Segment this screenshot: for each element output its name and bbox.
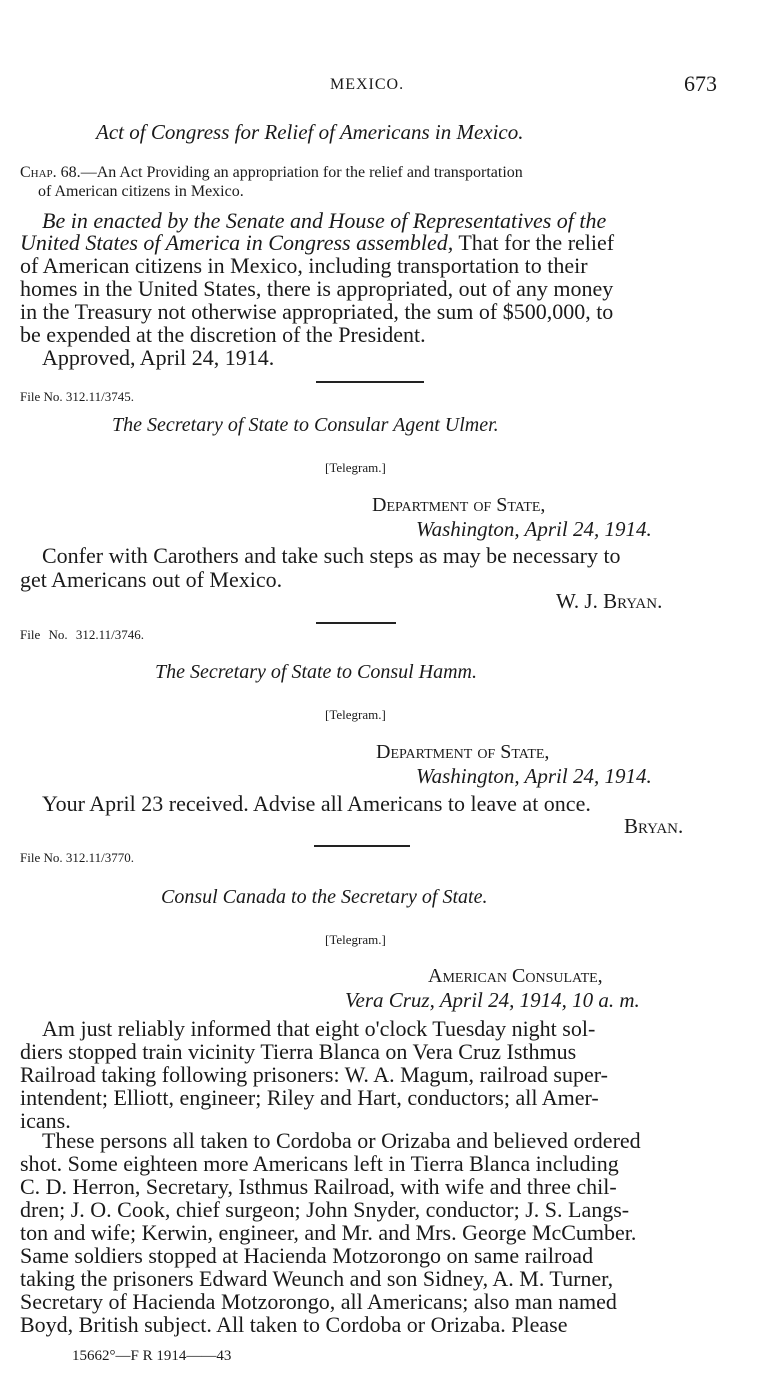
act-title: Act of Congress for Relief of Americans in Mexico. — [96, 120, 524, 144]
telegram-body-line: shot. Some eighteen more Americans left in Tierra Blanca including — [20, 1151, 619, 1176]
telegram-label: [Telegram.] — [325, 707, 386, 722]
document-heading: The Secretary of State to Consul Hamm. — [155, 661, 478, 683]
telegram-body-line: Confer with Carothers and take such steps as may be necessary to — [42, 543, 621, 568]
place-date: Washington, April 24, 1914. — [416, 764, 652, 788]
telegram-body-line: Railroad taking following prisoners: W. A. Magum, railroad super- — [20, 1062, 608, 1087]
act-body-line: homes in the United States, there is appropriated, out of any money — [20, 276, 614, 301]
document-heading: Consul Canada to the Secretary of State. — [161, 886, 488, 908]
signature: Bryan. — [624, 814, 684, 838]
enacting-clause-1: Be in enacted by the Senate and House of Representatives of the — [42, 208, 607, 233]
telegram-body-line: These persons all taken to Cordoba or Orizaba and believed ordered — [42, 1128, 641, 1153]
place-date: Washington, April 24, 1914. — [416, 517, 652, 541]
chapter-line — [20, 164, 523, 182]
enacting-clause-italic: United States of America in Congress assembled, — [20, 230, 454, 255]
telegram-body-line: Boyd, British subject. All taken to Cordoba or Orizaba. Please — [20, 1312, 568, 1337]
act-body-line: be expended at the discretion of the President. — [20, 322, 426, 347]
place-date: Vera Cruz, April 24, 1914, 10 a. m. — [345, 988, 640, 1012]
telegram-body-line: dren; J. O. Cook, chief surgeon; John Snyder, conductor; J. S. Langs- — [20, 1197, 630, 1222]
telegram-body-line: Your April 23 received. Advise all Americans to leave at once. — [42, 791, 591, 816]
divider-rule — [316, 381, 424, 383]
sender-department: Department of State, — [372, 494, 546, 516]
running-title: MEXICO. — [330, 76, 405, 93]
telegram-label: [Telegram.] — [325, 460, 386, 475]
chapter-text: —An Act Providing an appropriation for the relief and transportation — [80, 164, 523, 181]
document-heading: The Secretary of State to Consular Agent Ulmer. — [112, 414, 499, 436]
page-number: 673 — [684, 71, 717, 96]
telegram-body-line: C. D. Herron, Secretary, Isthmus Railroad, with wife and three chil- — [20, 1174, 617, 1199]
file-number: File No. 312.11/3746. — [20, 627, 144, 642]
divider-rule — [316, 622, 396, 624]
telegram-body-line: ton and wife; Kerwin, engineer, and Mr. and Mrs. George McCumber. — [20, 1220, 637, 1245]
enacting-clause-rest: That for the relief — [453, 230, 615, 255]
telegram-body-line: get Americans out of Mexico. — [20, 567, 283, 592]
approved-line: Approved, April 24, 1914. — [42, 345, 275, 370]
chapter-label: Chap. 68. — [20, 164, 81, 181]
telegram-body-line: intendent; Elliott, engineer; Riley and Hart, conductors; all Amer- — [20, 1085, 599, 1110]
telegram-body-line: Secretary of Hacienda Motzorongo, all Americans; also man named — [20, 1289, 617, 1314]
telegram-body-line: Am just reliably informed that eight o'clock Tuesday night sol- — [42, 1016, 596, 1041]
divider-rule — [314, 845, 410, 847]
printer-mark: 15662°—F R 1914——43 — [72, 1348, 232, 1364]
sender-department: Department of State, — [376, 741, 550, 763]
act-body-line: in the Treasury not otherwise appropriated, the sum of $500,000, to — [20, 299, 614, 324]
telegram-body-line: icans. — [20, 1108, 71, 1133]
signature: W. J. Bryan. — [556, 589, 663, 613]
telegram-body-line: diers stopped train vicinity Tierra Blanca on Vera Cruz Isthmus — [20, 1039, 577, 1064]
telegram-body-line: taking the prisoners Edward Weunch and son Sidney, A. M. Turner, — [20, 1266, 614, 1291]
file-number: File No. 312.11/3745. — [20, 389, 134, 404]
telegram-body-line: Same soldiers stopped at Hacienda Motzorongo on same railroad — [20, 1243, 594, 1268]
act-body-line: of American citizens in Mexico, including transportation to their — [20, 253, 588, 278]
file-number: File No. 312.11/3770. — [20, 850, 134, 865]
chapter-text-2: of American citizens in Mexico. — [38, 183, 244, 200]
telegram-label: [Telegram.] — [325, 932, 386, 947]
sender-consulate: American Consulate, — [428, 965, 603, 987]
